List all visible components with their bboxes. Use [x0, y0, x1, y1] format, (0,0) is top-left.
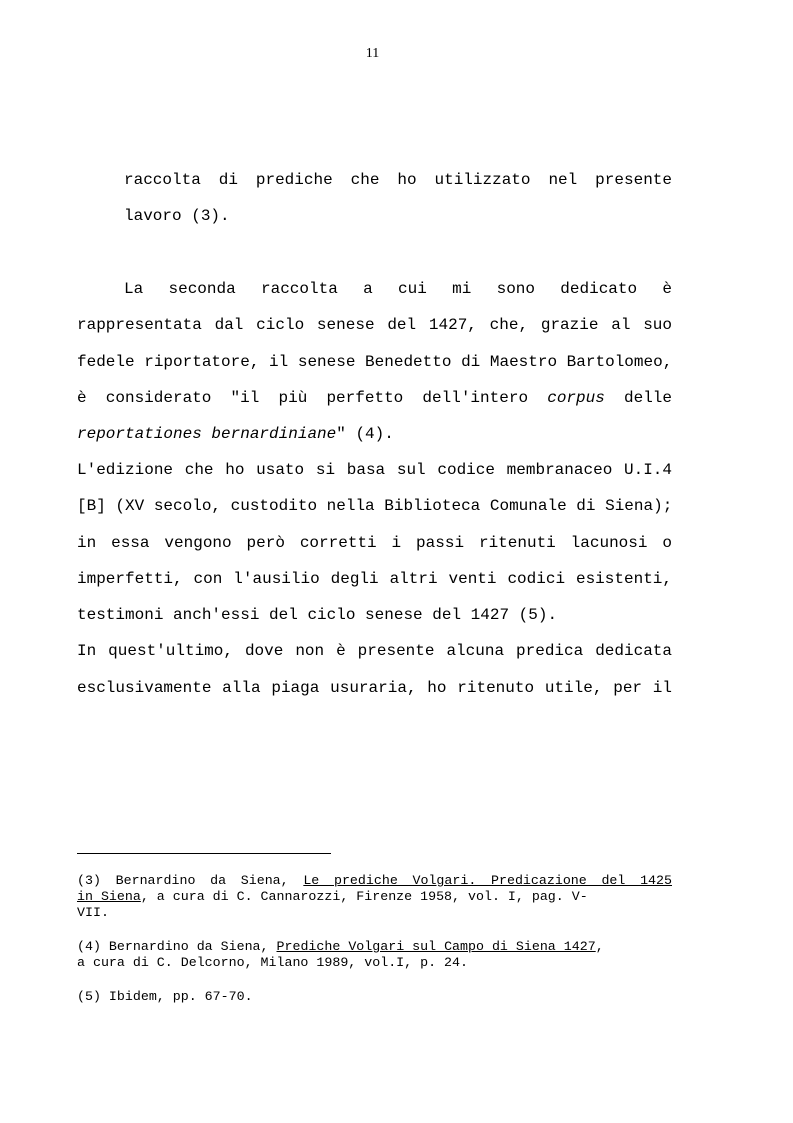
footnote-3-line: VII.	[77, 905, 109, 920]
footnote-3-line	[77, 873, 672, 889]
body-line-with-italic	[77, 388, 672, 408]
footnote-3-line	[77, 889, 672, 905]
body-line: L'edizione che ho usato si basa sul codice membranaceo U.I.4	[77, 461, 672, 479]
body-line: fedele riportatore, il senese Benedetto di Maestro Bartolomeo,	[77, 353, 673, 371]
body-line: testimoni anch'essi del ciclo senese del 1427 (5).	[77, 606, 558, 624]
footnote-title: in Siena	[77, 889, 141, 904]
body-line: esclusivamente alla piaga usuraria, ho ritenuto utile, per il	[77, 679, 672, 697]
footnote-text: (3) Bernardino da Siena,	[77, 873, 289, 888]
footnote-title: Le prediche Volgari. Predicazione del 1425	[303, 873, 672, 888]
footnote-separator	[77, 853, 331, 854]
footnote-text: , a cura di C. Cannarozzi, Firenze 1958, vol. I, pag. V-	[140, 889, 588, 904]
footnote-title: Prediche Volgari sul Campo di Siena 1427	[276, 939, 596, 954]
footnote-5-line: (5) Ibidem, pp. 67-70.	[77, 989, 253, 1004]
footnote-4-line: a cura di C. Delcorno, Milano 1989, vol.I, p. 24.	[77, 955, 468, 970]
body-line: La seconda raccolta a cui mi sono dedicato è	[124, 280, 672, 298]
body-line: raccolta di prediche che ho utilizzato nel presente	[124, 171, 672, 189]
italic-term-corpus: corpus	[547, 389, 605, 407]
italic-term-reportationes: reportationes bernardiniane	[77, 425, 337, 443]
body-text: delle	[624, 389, 673, 407]
footnote-text: (4) Bernardino da Siena,	[77, 939, 269, 954]
body-line: In quest'ultimo, dove non è presente alcuna predica dedicata	[77, 642, 672, 660]
body-line-with-italic	[77, 424, 672, 444]
body-line: [B] (XV secolo, custodito nella Biblioteca Comunale di Siena);	[77, 497, 673, 515]
body-line: rappresentata dal ciclo senese del 1427, che, grazie al suo	[77, 316, 672, 334]
page-number: 11	[365, 46, 380, 61]
body-line: in essa vengono però corretti i passi ritenuti lacunosi o	[77, 534, 672, 552]
body-text: è considerato "il più perfetto dell'intero	[77, 389, 529, 407]
footnote-4-line	[77, 939, 672, 955]
body-text: " (4).	[336, 425, 394, 443]
body-line: imperfetti, con l'ausilio degli altri venti codici esistenti,	[77, 570, 672, 588]
footnote-text: ,	[595, 939, 604, 954]
body-line: lavoro (3).	[124, 207, 230, 225]
